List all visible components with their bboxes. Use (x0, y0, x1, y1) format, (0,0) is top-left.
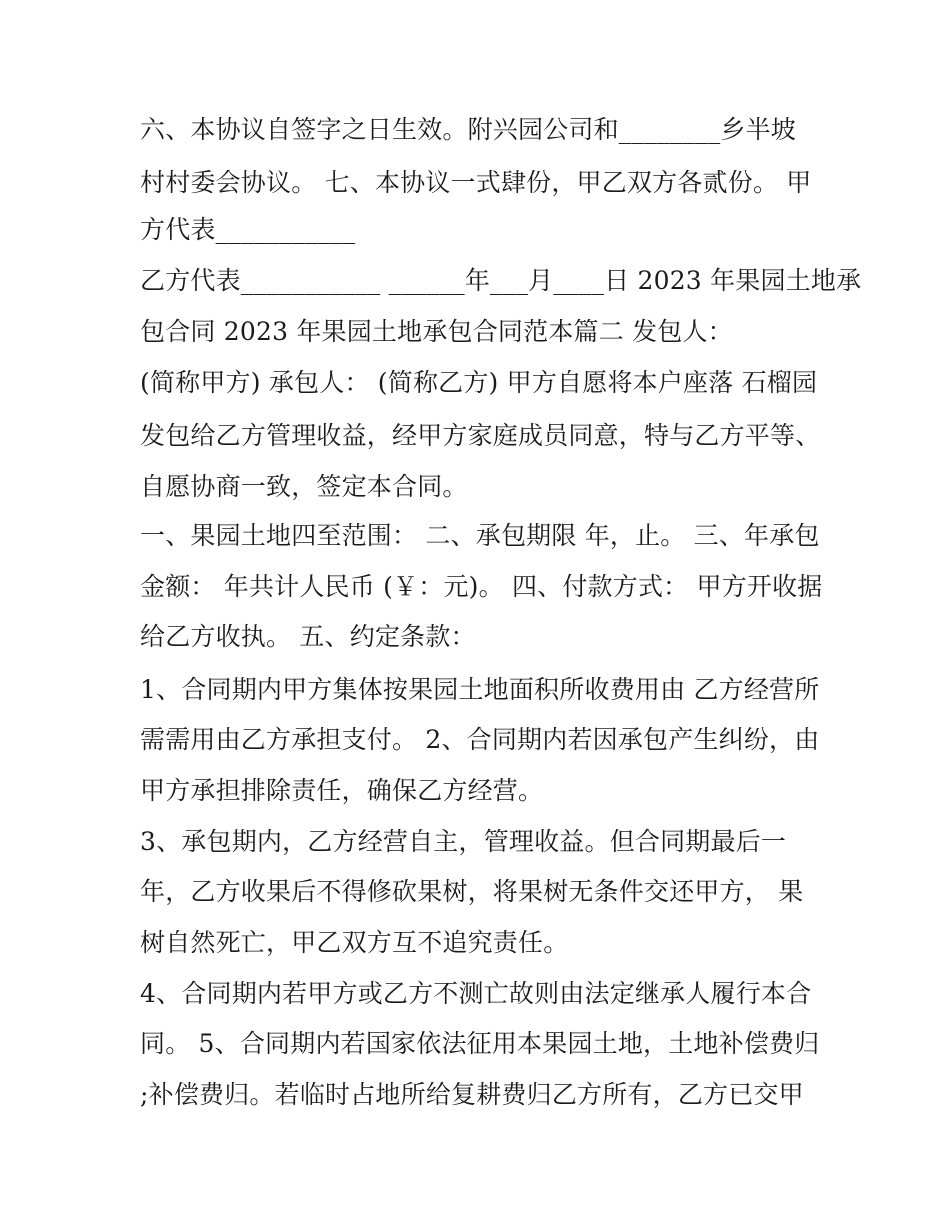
text-line: 给乙方收执。 五、约定条款： (140, 622, 476, 651)
text-line: 六、本协议自签字之日生效。附兴园公司和________乡半坡 (140, 115, 797, 144)
text-line: 乙方代表___________ ______年___月____日 2023 年果园土地承 (140, 266, 862, 295)
text-line: (简称甲方) 承包人： (简称乙方) 甲方自愿将本户座落 石榴园 (140, 368, 818, 397)
text-line: 树自然死亡，甲乙双方互不追究责任。 (140, 928, 569, 957)
text-line: 村村委会协议。 七、本协议一式肆份，甲乙双方各贰份。 甲 (140, 168, 812, 197)
text-line: 年，乙方收果后不得修砍果树，将果树无条件交还甲方， 果 (140, 877, 804, 906)
text-line: 甲方承担排除责任，确保乙方经营。 (140, 776, 544, 805)
text-line: 包合同 2023 年果园土地承包合同范本篇二 发包人： (140, 317, 733, 346)
text-line: 需需用由乙方承担支付。 2、合同期内若因承包产生纠纷，由 (140, 725, 820, 754)
text-line: 1、合同期内甲方集体按果园土地面积所收费用由 乙方经营所 (140, 675, 820, 704)
text-line: 同。 5、合同期内若国家依法征用本果园土地，土地补偿费归 (140, 1029, 820, 1058)
text-line: ;补偿费归。若临时占地所给复耕费归乙方所有，乙方已交甲 (140, 1080, 804, 1109)
text-line: 自愿协商一致，签定本合同。 (140, 472, 468, 501)
text-line: 金额： 年共计人民币 (￥：元)。 四、付款方式： 甲方开收据 (140, 572, 823, 601)
text-line: 一、果园土地四至范围： 二、承包期限 年，止。 三、年承包 (140, 521, 820, 550)
text-line: 4、合同期内若甲方或乙方不测亡故则由法定继承人履行本合 (140, 979, 812, 1008)
text-line: 发包给乙方管理收益，经甲方家庭成员同意，特与乙方平等、 (140, 421, 821, 450)
text-line: 方代表___________ (140, 215, 356, 244)
text-line: 3、承包期内，乙方经营自主，管理收益。但合同期最后一 (140, 827, 787, 856)
